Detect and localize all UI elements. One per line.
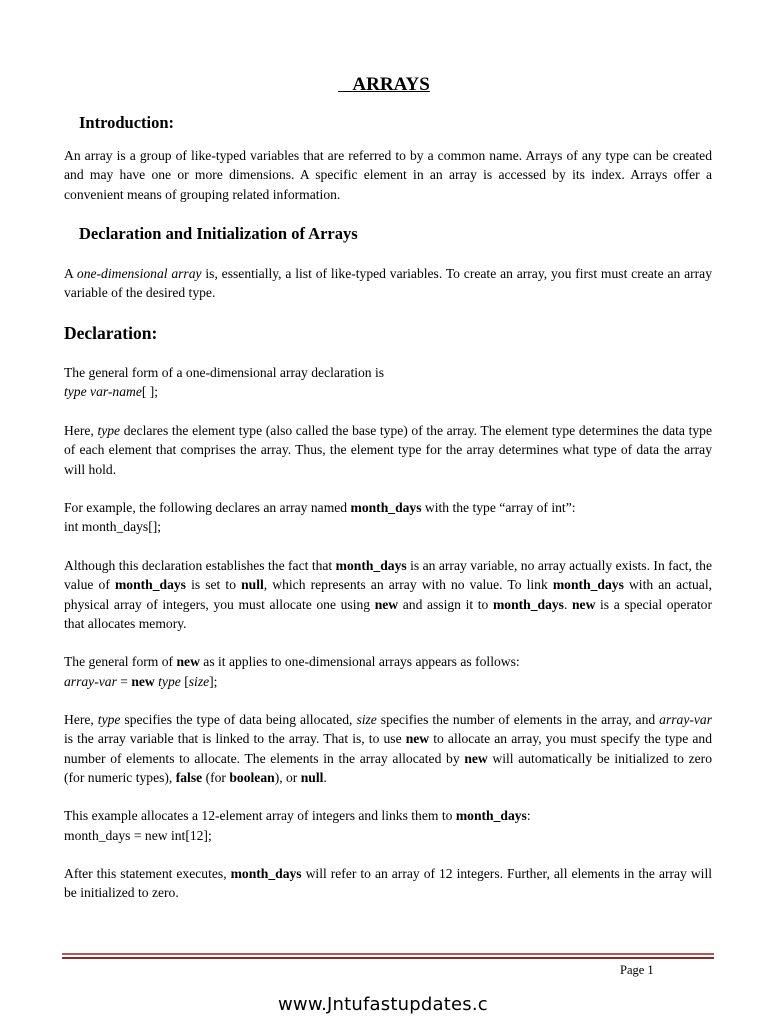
allocation-explanation-paragraph: Here, type specifies the type of data being allocated, size specifies the number of elements in the array, and array-var is the array variable that is linked to the array. That is, to use new to allocate an array, you must specify the type and number of elements to allocate. The elements in the array allocated by new will automatically be initialized to zero (for numeric types), false (for boolean), or null.: [64, 712, 712, 785]
page-number: Page 1: [620, 963, 654, 977]
allocation-example-text: This example allocates a 12-element array of integers and links them to month_days:: [64, 808, 531, 823]
intro-heading: Introduction:: [79, 113, 175, 132]
example-code: int month_days[];: [64, 519, 162, 534]
although-paragraph: Although this declaration establishes the fact that month_days is an array variable, no array actually exists. In fact, the value of month_days is set to null, which represents an array with no value. To link month_days with an actual, physical array of integers, you must allocate one using new and assign it to month_days. new is a special operator that allocates memory.: [64, 558, 713, 631]
site-watermark: www.Jntufastupdates.c: [278, 994, 488, 1015]
new-general-form-text: The general form of new as it applies to one-dimensional arrays appears as follows:: [64, 654, 520, 669]
new-syntax: array-var = new type [size];: [64, 674, 218, 689]
type-explanation-paragraph: Here, type declares the element type (also called the base type) of the array. The element type determines the data type of each element that comprises the array. Thus, the element type for the array determines what type of data the array will hold.: [64, 423, 712, 477]
one-dimensional-paragraph: A one-dimensional array is, essentially, a list of like-typed variables. To create an array, you first must create an array variable of the desired type.: [64, 266, 713, 301]
declaration-syntax: type var-name[ ];: [64, 384, 159, 399]
after-statement-paragraph: After this statement executes, month_days will refer to an array of 12 integers. Further, all elements in the array will be initialized to zero.: [64, 866, 713, 901]
general-form-text: The general form of a one-dimensional array declaration is: [64, 365, 385, 380]
declaration-initialization-heading: Declaration and Initialization of Arrays: [79, 224, 358, 243]
footer-divider-dark: [62, 957, 714, 959]
page-title: ARRAYS: [352, 74, 430, 95]
allocation-code: month_days = new int[12];: [64, 828, 212, 843]
intro-paragraph: An array is a group of like-typed variables that are referred to by a common name. Arrays of any type can be created and may have one or more dimensions. A specific element in an array is accessed by its index. Arrays offer a convenient means of grouping related information.: [64, 148, 712, 202]
example-text: For example, the following declares an array named month_days with the type “array of int”:: [64, 500, 576, 515]
declaration-heading: Declaration:: [64, 323, 158, 343]
footer-divider: [62, 953, 714, 955]
